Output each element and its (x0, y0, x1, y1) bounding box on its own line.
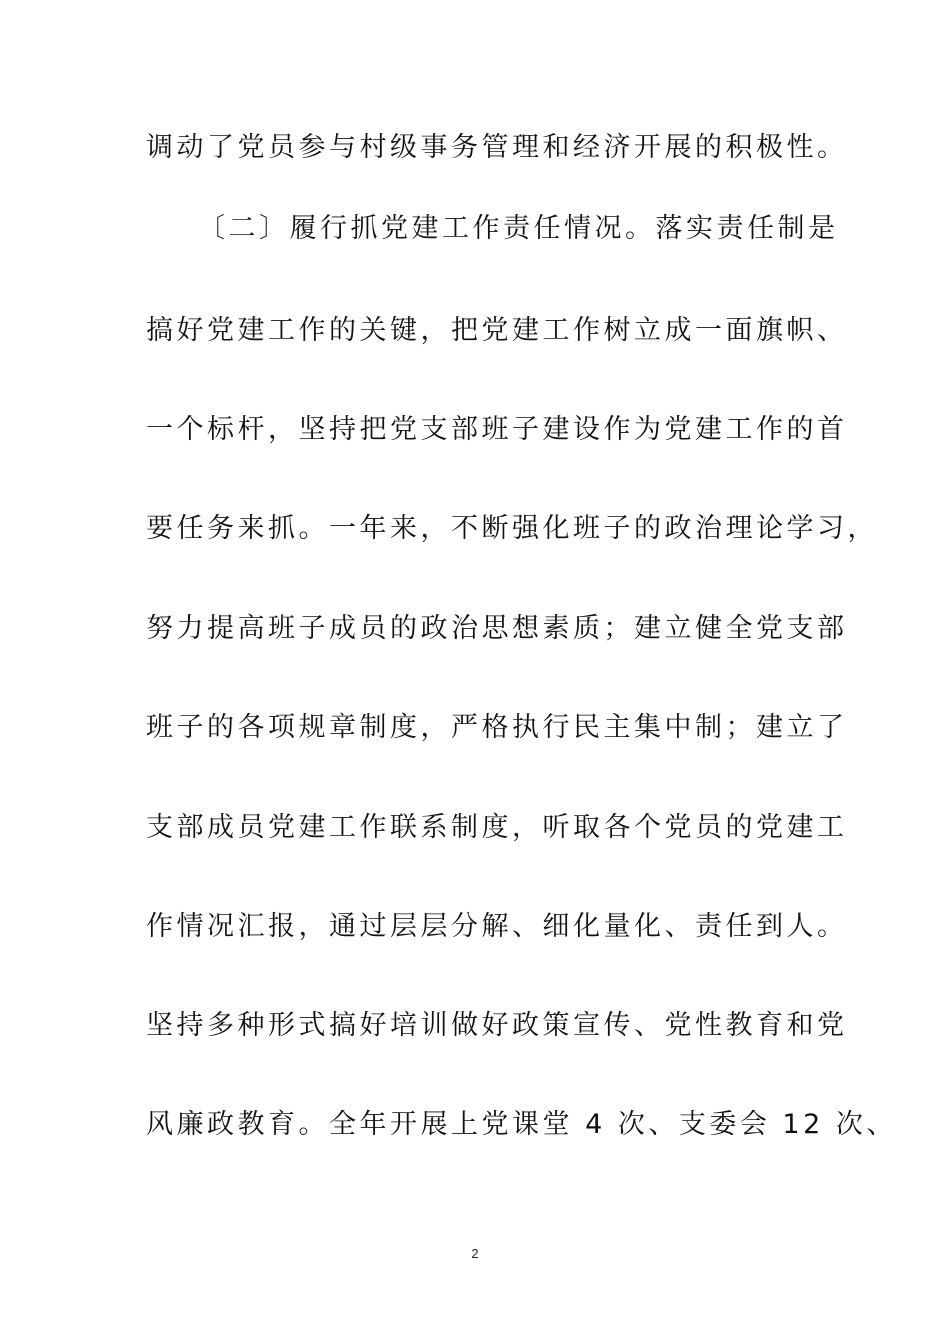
paragraph-line: 一个标杆，坚持把党支部班子建设作为党建工作的首 (146, 414, 848, 445)
page-number: 2 (471, 1246, 479, 1261)
paragraph-line: 搞好党建工作的关键，把党建工作树立成一面旗帜、 (146, 315, 848, 346)
paragraph-line: 调动了党员参与村级事务管理和经济开展的积极性。 (146, 132, 848, 163)
paragraph-line: 〔二〕履行抓党建工作责任情况。落实责任制是 (198, 213, 839, 244)
paragraph-line: 要任务来抓。一年来，不断强化班子的政治理论学习， (146, 513, 878, 544)
paragraph-line: 坚持多种形式搞好培训做好政策宣传、党性教育和党 (146, 1010, 848, 1041)
paragraph-line: 班子的各项规章制度，严格执行民主集中制；建立了 (146, 712, 848, 743)
paragraph-line: 风廉政教育。全年开展上党课堂 4 次、支委会 12 次、 (146, 1109, 897, 1140)
paragraph-line: 努力提高班子成员的政治思想素质；建立健全党支部 (146, 613, 848, 644)
paragraph-line: 作情况汇报，通过层层分解、细化量化、责任到人。 (146, 911, 848, 942)
paragraph-line: 支部成员党建工作联系制度，听取各个党员的党建工 (146, 812, 848, 843)
